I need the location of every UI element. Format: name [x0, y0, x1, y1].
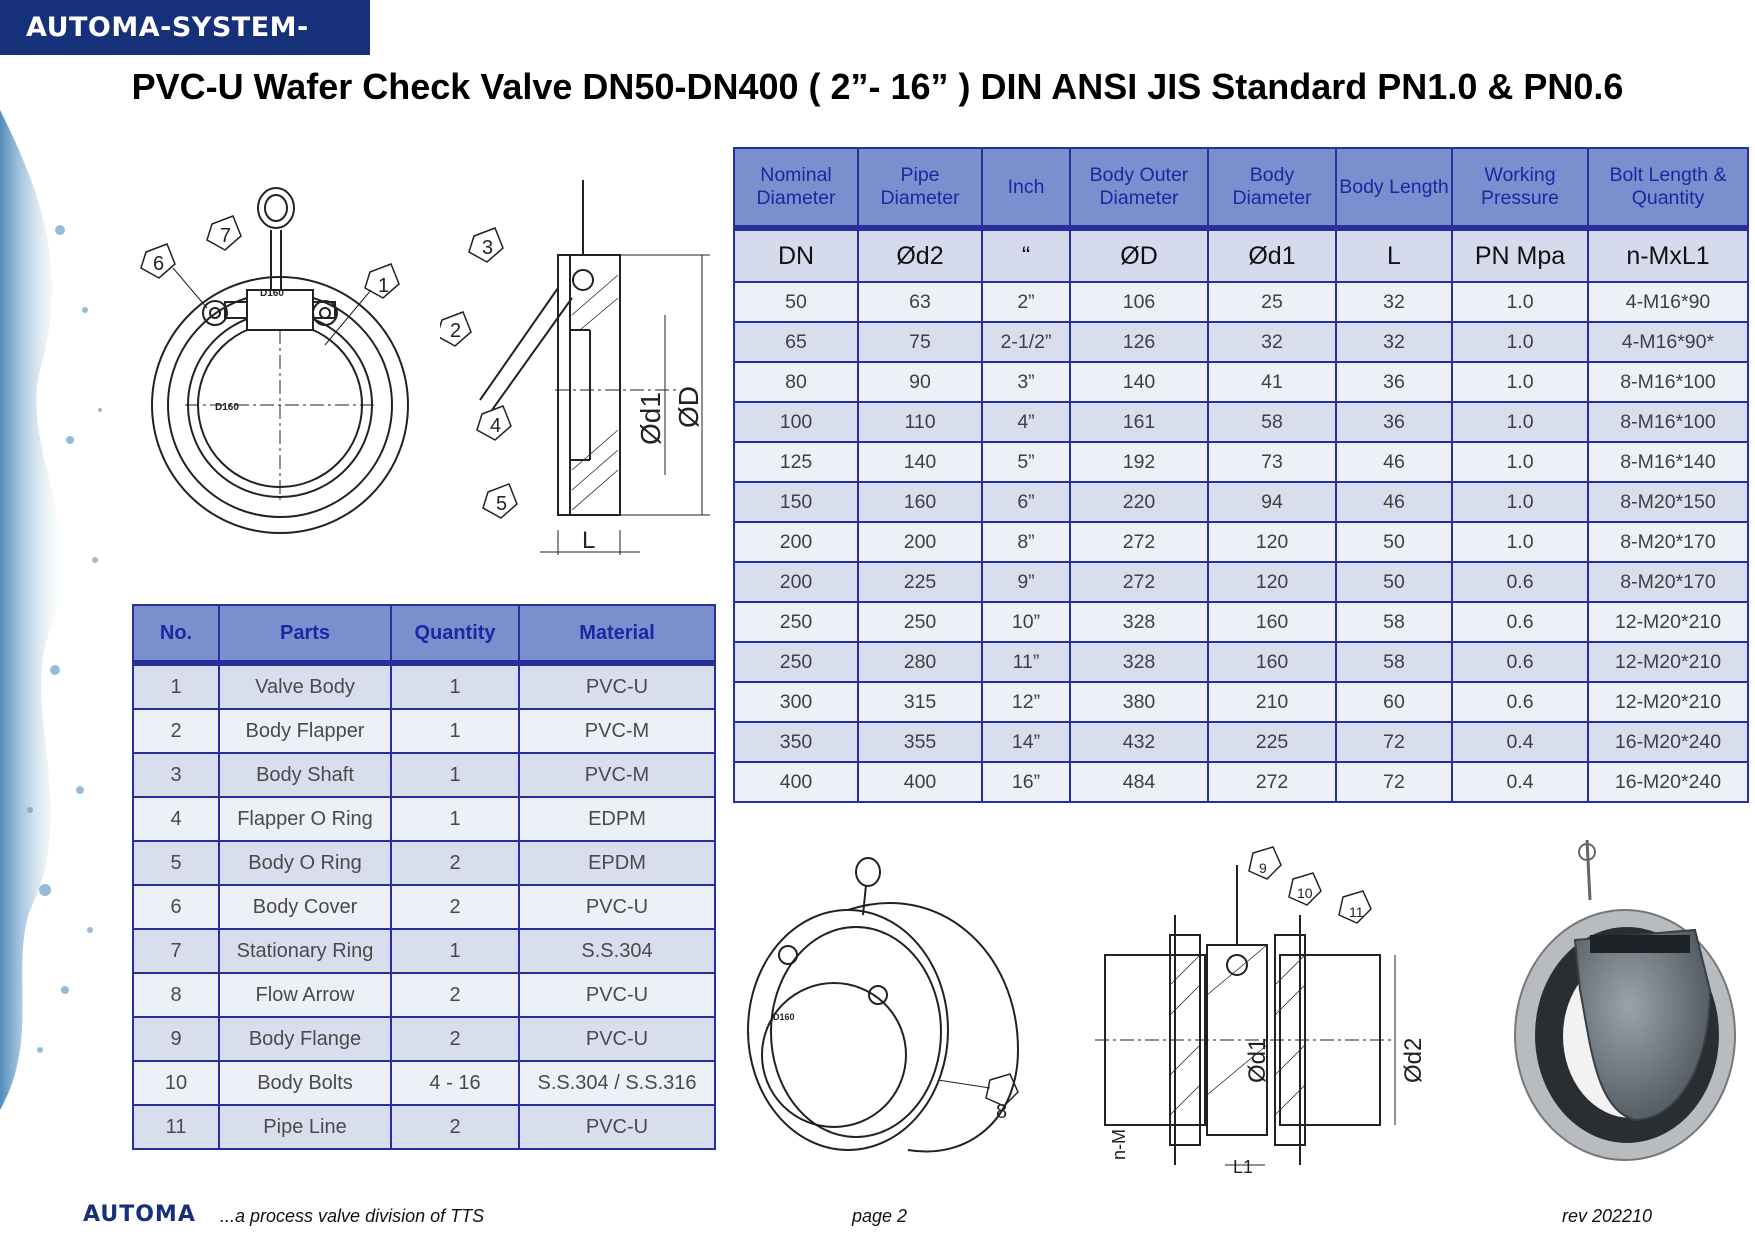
spec-cell: 484: [1070, 762, 1208, 802]
parts-cell: Body Shaft: [219, 753, 391, 797]
spec-row: [734, 682, 1748, 722]
spec-cell: 200: [734, 562, 858, 602]
spec-cell: 192: [1070, 442, 1208, 482]
section-view-drawing: [440, 180, 720, 570]
spec-cell: 11”: [982, 642, 1070, 682]
spec-cell: 73: [1208, 442, 1336, 482]
spec-unit-cell: Ød2: [858, 228, 982, 282]
front-label-top: D160: [260, 288, 284, 299]
spec-cell: 140: [858, 442, 982, 482]
spec-cell: 6”: [982, 482, 1070, 522]
parts-header-cell: Quantity: [391, 605, 519, 663]
spec-cell: 1.0: [1452, 482, 1588, 522]
section-callout-4: 4: [490, 415, 502, 437]
parts-cell: 2: [391, 885, 519, 929]
spec-row: [734, 442, 1748, 482]
spec-cell: 0.6: [1452, 602, 1588, 642]
parts-cell: 2: [391, 973, 519, 1017]
parts-cell: Valve Body: [219, 663, 391, 709]
spec-row: [734, 602, 1748, 642]
spec-cell: 160: [858, 482, 982, 522]
spec-header-cell: Nominal Diameter: [734, 148, 858, 228]
parts-header-cell: Parts: [219, 605, 391, 663]
product-photo: [1495, 840, 1745, 1170]
parts-cell: PVC-U: [519, 1017, 715, 1061]
spec-cell: 225: [858, 562, 982, 602]
spec-header-cell: Inch: [982, 148, 1070, 228]
spec-cell: 8-M16*100: [1588, 362, 1748, 402]
spec-row: [734, 282, 1748, 322]
assembly-drawing: [1095, 835, 1435, 1180]
spec-row: [734, 322, 1748, 362]
spec-cell: 225: [1208, 722, 1336, 762]
spec-cell: 46: [1336, 482, 1452, 522]
spec-cell: 14”: [982, 722, 1070, 762]
parts-row: [133, 1105, 715, 1149]
spec-unit-cell: “: [982, 228, 1070, 282]
spec-row: [734, 482, 1748, 522]
parts-cell: 11: [133, 1105, 219, 1149]
spec-cell: 161: [1070, 402, 1208, 442]
parts-cell: Body O Ring: [219, 841, 391, 885]
spec-cell: 126: [1070, 322, 1208, 362]
spec-cell: 0.6: [1452, 642, 1588, 682]
spec-unit-cell: n-MxL1: [1588, 228, 1748, 282]
spec-cell: 8-M20*170: [1588, 522, 1748, 562]
spec-cell: 400: [734, 762, 858, 802]
spec-cell: 8”: [982, 522, 1070, 562]
parts-cell: 1: [133, 663, 219, 709]
parts-cell: PVC-M: [519, 753, 715, 797]
spec-cell: 58: [1208, 402, 1336, 442]
spec-cell: 32: [1208, 322, 1336, 362]
front-callout-7: 7: [220, 225, 232, 247]
spec-cell: 1.0: [1452, 402, 1588, 442]
spec-cell: 1.0: [1452, 282, 1588, 322]
spec-cell: 63: [858, 282, 982, 322]
parts-row: [133, 885, 715, 929]
section-dim-L: L: [582, 527, 596, 554]
spec-row: [734, 362, 1748, 402]
parts-cell: Body Cover: [219, 885, 391, 929]
spec-cell: 16-M20*240: [1588, 722, 1748, 762]
parts-row: [133, 1061, 715, 1105]
parts-cell: S.S.304 / S.S.316: [519, 1061, 715, 1105]
spec-cell: 220: [1070, 482, 1208, 522]
spec-cell: 400: [858, 762, 982, 802]
spec-cell: 65: [734, 322, 858, 362]
parts-cell: 2: [391, 1105, 519, 1149]
parts-cell: 9: [133, 1017, 219, 1061]
spec-cell: 10”: [982, 602, 1070, 642]
footer-revision: rev 202210: [1562, 1206, 1653, 1226]
spec-unit-cell: ØD: [1070, 228, 1208, 282]
spec-cell: 2”: [982, 282, 1070, 322]
parts-row: [133, 663, 715, 709]
parts-cell: Body Bolts: [219, 1061, 391, 1105]
parts-cell: PVC-U: [519, 885, 715, 929]
parts-table: [132, 604, 716, 1150]
parts-cell: 3: [133, 753, 219, 797]
spec-cell: 25: [1208, 282, 1336, 322]
iso-label: D160: [773, 1012, 795, 1022]
spec-cell: 80: [734, 362, 858, 402]
parts-cell: 2: [391, 1017, 519, 1061]
parts-row: [133, 753, 715, 797]
spec-row: [734, 722, 1748, 762]
spec-header-cell: Bolt Length & Quantity: [1588, 148, 1748, 228]
spec-cell: 12-M20*210: [1588, 642, 1748, 682]
spec-cell: 16-M20*240: [1588, 762, 1748, 802]
spec-header-cell: Working Pressure: [1452, 148, 1588, 228]
isometric-drawing: [738, 850, 1038, 1170]
section-callout-3: 3: [482, 237, 494, 259]
parts-row: [133, 797, 715, 841]
spec-cell: 350: [734, 722, 858, 762]
parts-cell: 1: [391, 709, 519, 753]
spec-unit-cell: PN Mpa: [1452, 228, 1588, 282]
spec-cell: 32: [1336, 322, 1452, 362]
parts-cell: 4: [133, 797, 219, 841]
spec-cell: 75: [858, 322, 982, 362]
spec-header-cell: Body Length: [1336, 148, 1452, 228]
section-dim-D: ØD: [673, 386, 704, 428]
spec-cell: 50: [1336, 522, 1452, 562]
spec-cell: 0.6: [1452, 562, 1588, 602]
spec-unit-cell: DN: [734, 228, 858, 282]
spec-cell: 280: [858, 642, 982, 682]
water-splash-decoration: [0, 110, 130, 1110]
front-view-drawing: [125, 180, 425, 550]
parts-cell: Body Flange: [219, 1017, 391, 1061]
spec-cell: 0.6: [1452, 682, 1588, 722]
parts-header-cell: No.: [133, 605, 219, 663]
spec-cell: 272: [1208, 762, 1336, 802]
spec-cell: 4-M16*90*: [1588, 322, 1748, 362]
spec-cell: 5”: [982, 442, 1070, 482]
spec-header-cell: Pipe Diameter: [858, 148, 982, 228]
spec-cell: 125: [734, 442, 858, 482]
spec-cell: 50: [1336, 562, 1452, 602]
parts-cell: Stationary Ring: [219, 929, 391, 973]
spec-cell: 90: [858, 362, 982, 402]
parts-cell: 6: [133, 885, 219, 929]
spec-cell: 160: [1208, 642, 1336, 682]
spec-cell: 8-M20*170: [1588, 562, 1748, 602]
spec-cell: 60: [1336, 682, 1452, 722]
spec-cell: 328: [1070, 602, 1208, 642]
spec-cell: 12”: [982, 682, 1070, 722]
spec-row: [734, 522, 1748, 562]
parts-cell: PVC-U: [519, 663, 715, 709]
assembly-dim-d2: Ød2: [1400, 1037, 1427, 1083]
spec-cell: 210: [1208, 682, 1336, 722]
parts-cell: 8: [133, 973, 219, 1017]
assembly-callout-11: 11: [1349, 904, 1364, 920]
spec-cell: 46: [1336, 442, 1452, 482]
section-dim-d1: Ød1: [635, 392, 666, 445]
footer-logo: AUTOMA: [83, 1202, 196, 1227]
parts-cell: 2: [391, 841, 519, 885]
spec-cell: 250: [858, 602, 982, 642]
spec-cell: 58: [1336, 602, 1452, 642]
parts-cell: 1: [391, 797, 519, 841]
spec-cell: 36: [1336, 362, 1452, 402]
spec-row: [734, 562, 1748, 602]
spec-cell: 120: [1208, 562, 1336, 602]
assembly-callout-10: 10: [1297, 885, 1313, 901]
parts-row: [133, 709, 715, 753]
spec-cell: 36: [1336, 402, 1452, 442]
spec-cell: 106: [1070, 282, 1208, 322]
parts-header-cell: Material: [519, 605, 715, 663]
spec-cell: 8-M16*100: [1588, 402, 1748, 442]
spec-cell: 1.0: [1452, 362, 1588, 402]
spec-cell: 12-M20*210: [1588, 602, 1748, 642]
parts-cell: Flapper O Ring: [219, 797, 391, 841]
spec-cell: 8-M20*150: [1588, 482, 1748, 522]
spec-cell: 150: [734, 482, 858, 522]
parts-row: [133, 841, 715, 885]
parts-cell: 1: [391, 753, 519, 797]
spec-row: [734, 642, 1748, 682]
spec-cell: 300: [734, 682, 858, 722]
page-title: PVC-U Wafer Check Valve DN50-DN400 ( 2”- 16” ) DIN ANSI JIS Standard PN1.0 & PN0.6: [131, 66, 1624, 107]
spec-cell: 1.0: [1452, 522, 1588, 562]
spec-cell: 380: [1070, 682, 1208, 722]
parts-cell: PVC-U: [519, 973, 715, 1017]
spec-header-cell: Body Outer Diameter: [1070, 148, 1208, 228]
spec-cell: 3”: [982, 362, 1070, 402]
spec-row: [734, 402, 1748, 442]
spec-cell: 315: [858, 682, 982, 722]
spec-cell: 140: [1070, 362, 1208, 402]
spec-cell: 250: [734, 602, 858, 642]
spec-cell: 0.4: [1452, 762, 1588, 802]
spec-cell: 41: [1208, 362, 1336, 402]
parts-cell: S.S.304: [519, 929, 715, 973]
parts-cell: 5: [133, 841, 219, 885]
parts-cell: Body Flapper: [219, 709, 391, 753]
spec-cell: 1.0: [1452, 442, 1588, 482]
spec-cell: 32: [1336, 282, 1452, 322]
assembly-dim-L1: L1: [1233, 1157, 1254, 1177]
parts-cell: EPDM: [519, 841, 715, 885]
spec-header-row: [734, 148, 1748, 228]
brand-banner: AUTOMA-SYSTEM-PLUS: [0, 0, 370, 55]
spec-units-row: [734, 228, 1748, 282]
spec-cell: 120: [1208, 522, 1336, 562]
front-callout-1: 1: [378, 275, 390, 297]
parts-cell: Flow Arrow: [219, 973, 391, 1017]
spec-cell: 72: [1336, 762, 1452, 802]
assembly-callout-9: 9: [1259, 860, 1267, 876]
spec-cell: 110: [858, 402, 982, 442]
spec-cell: 355: [858, 722, 982, 762]
parts-cell: 1: [391, 929, 519, 973]
spec-cell: 50: [734, 282, 858, 322]
parts-cell: PVC-U: [519, 1105, 715, 1149]
parts-header-row: [133, 605, 715, 663]
assembly-dim-nM: n-M: [1109, 1129, 1129, 1160]
spec-cell: 16”: [982, 762, 1070, 802]
spec-cell: 200: [734, 522, 858, 562]
spec-row: [734, 762, 1748, 802]
spec-unit-cell: Ød1: [1208, 228, 1336, 282]
section-callout-2: 2: [450, 320, 462, 342]
assembly-dim-d1: Ød1: [1244, 1037, 1271, 1083]
section-callout-5: 5: [496, 493, 508, 515]
spec-cell: 9”: [982, 562, 1070, 602]
spec-cell: 200: [858, 522, 982, 562]
spec-cell: 432: [1070, 722, 1208, 762]
parts-cell: EDPM: [519, 797, 715, 841]
spec-cell: 250: [734, 642, 858, 682]
spec-cell: 58: [1336, 642, 1452, 682]
spec-cell: 272: [1070, 562, 1208, 602]
spec-cell: 328: [1070, 642, 1208, 682]
parts-cell: 7: [133, 929, 219, 973]
parts-cell: 1: [391, 663, 519, 709]
spec-cell: 94: [1208, 482, 1336, 522]
spec-cell: 1.0: [1452, 322, 1588, 362]
parts-cell: 2: [133, 709, 219, 753]
spec-cell: 4”: [982, 402, 1070, 442]
spec-cell: 0.4: [1452, 722, 1588, 762]
parts-row: [133, 1017, 715, 1061]
spec-cell: 100: [734, 402, 858, 442]
parts-cell: 10: [133, 1061, 219, 1105]
spec-unit-cell: L: [1336, 228, 1452, 282]
footer-page-number: page 2: [852, 1206, 908, 1226]
spec-cell: 2-1/2”: [982, 322, 1070, 362]
spec-cell: 8-M16*140: [1588, 442, 1748, 482]
parts-cell: Pipe Line: [219, 1105, 391, 1149]
front-label-left: D160: [215, 402, 239, 413]
spec-table: [733, 147, 1749, 803]
parts-cell: PVC-M: [519, 709, 715, 753]
parts-row: [133, 973, 715, 1017]
iso-callout-8: 8: [996, 1101, 1008, 1123]
spec-cell: 272: [1070, 522, 1208, 562]
spec-cell: 4-M16*90: [1588, 282, 1748, 322]
parts-cell: 4 - 16: [391, 1061, 519, 1105]
spec-header-cell: Body Diameter: [1208, 148, 1336, 228]
spec-cell: 12-M20*210: [1588, 682, 1748, 722]
spec-cell: 160: [1208, 602, 1336, 642]
spec-cell: 72: [1336, 722, 1452, 762]
footer-tagline: ...a process valve division of TTS: [220, 1206, 485, 1226]
parts-row: [133, 929, 715, 973]
front-callout-6: 6: [153, 253, 165, 275]
